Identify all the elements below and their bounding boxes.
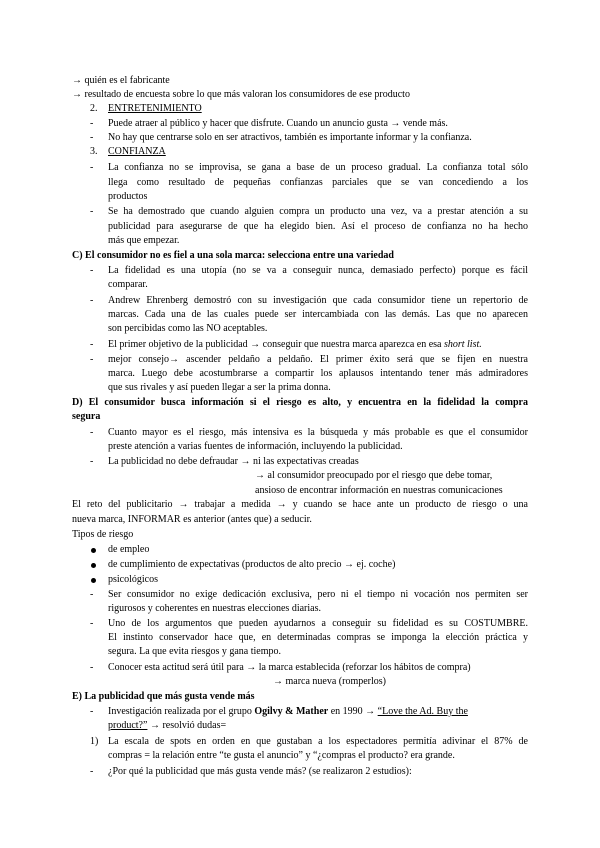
underlined-text: “Love the Ad. Buy the [377, 706, 468, 717]
list-dash: - [90, 662, 94, 673]
text-line: marcas. Cada una de las cuales puede ser intercambiada con las demás. Las que no aparecen [108, 309, 528, 320]
text-line: llega como resultado de pequeñas confianzas parciales que se van concediendo a los [108, 177, 528, 188]
text-line: comparar. [108, 279, 148, 290]
text-line: Se ha demostrado que cuando alguien compra un producto una vez, va a prestar atención a su [108, 206, 528, 217]
section-heading: C) El consumidor no es fiel a una sola marca: selecciona entre una variedad [72, 250, 394, 261]
text-line: preste atención a varias fuentes de información, incluyendo la publicidad. [108, 441, 403, 452]
text-line: No hay que centrarse solo en ser atractivos, también es importante informar y la confianza. [108, 132, 472, 143]
list-dash: - [90, 427, 94, 438]
text-line: son percibidas como las NO aceptables. [108, 323, 268, 334]
list-dash: - [90, 162, 94, 173]
text-span: → resolvió dudas= [147, 720, 227, 731]
underlined-text: product?” [108, 720, 148, 731]
text-line: que sus rivales y así pueden llegar a ser la prima donna. [108, 382, 331, 393]
list-number: 1) [90, 736, 99, 747]
text-line: psicológicos [108, 574, 158, 585]
text-line: → marca nueva (romperlos) [273, 676, 387, 687]
text-line: Andrew Ehrenberg demostró con su investigación que cada consumidor tiene un repertorio de [108, 295, 528, 306]
text-line: publicidad para asegurarse de que ha elegido bien. Así el proceso de confianza no ha hecho [108, 221, 528, 232]
bullet-dot [91, 548, 96, 553]
text-span: en 1990 → [328, 706, 378, 717]
text-line: nueva marca, INFORMAR es anterior (antes que) a seducir. [72, 514, 312, 525]
text-line [108, 705, 468, 719]
list-dash: - [90, 706, 94, 717]
section-heading: D) El consumidor busca información si el riesgo es alto, y encuentra en la fidelidad la compra [72, 397, 528, 408]
text-line: de empleo [108, 544, 150, 555]
text-line: Uno de los argumentos que pueden ayudarnos a conseguir su fidelidad es su COSTUMBRE. [108, 618, 528, 629]
text-line: mejor consejo→ ascender peldaño a peldaño. El primer éxito será que se fijen en nuestra [108, 354, 528, 365]
text-line: Tipos de riesgo [72, 529, 134, 540]
text-line: La fidelidad es una utopía (no se va a conseguir nunca, demasiado perfecto) porque es fácil [108, 265, 528, 276]
list-dash: - [90, 354, 94, 365]
list-dash: - [90, 766, 94, 777]
list-dash: - [90, 295, 94, 306]
text-line: ¿Por qué la publicidad que más gusta vende más? (se realizaron 2 estudios): [108, 766, 412, 777]
text-line [108, 338, 482, 352]
text-line: La escala de spots en orden en que gustaban a los espectadores permitía adivinar el 87% de [108, 736, 528, 747]
section-heading: E) La publicidad que más gusta vende más [72, 691, 255, 702]
list-dash: - [90, 265, 94, 276]
text-line: El reto del publicitario → trabajar a medida → y cuando se hace ante un producto de riesgo o una [72, 499, 528, 510]
list-dash: - [90, 132, 94, 143]
list-dash: - [90, 589, 94, 600]
text-line: Ser consumidor no exige dedicación exclusiva, pero ni el tiempo ni vocación nos permiten ser [108, 589, 528, 600]
text-line: compras = la relación entre “te gusta el anuncio” y “¿compras el producto? era grande. [108, 750, 455, 761]
text-line: La publicidad no debe defraudar → ni las expectativas creadas [108, 456, 359, 467]
text-line: → al consumidor preocupado por el riesgo que debe tomar, [255, 470, 493, 481]
italic-text: short list. [443, 339, 482, 350]
list-number: 2. [90, 103, 98, 114]
text-line: El instinto conservador hace que, en determinadas compras se imponga la elección práctica y [108, 632, 528, 643]
text-line: marca. Luego debe acostumbrarse a compartir los aplausos intentando tener más admiradores [108, 368, 528, 379]
text-line: La confianza no se improvisa, se gana a base de un proceso gradual. La confianza total sólo [108, 162, 528, 173]
text-line: Cuanto mayor es el riesgo, más intensiva es la búsqueda y más probable es que el consumidor [108, 427, 528, 438]
text-line: Conocer esta actitud será útil para → la marca establecida (reforzar los hábitos de compra) [108, 662, 471, 673]
text-line: rigurosos y coherentes en nuestras elecciones diarias. [108, 603, 321, 614]
list-dash: - [90, 339, 94, 350]
text-span: El primer objetivo de la publicidad → conseguir que nuestra marca aparezca en esa [108, 339, 444, 350]
section-heading: segura [72, 411, 101, 422]
list-number: 3. [90, 146, 98, 157]
text-line: → resultado de encuesta sobre lo que más valoran los consumidores de ese producto [72, 89, 410, 100]
text-line: ansioso de encontrar información en nuestras comunicaciones [255, 485, 503, 496]
section-heading: CONFIANZA [108, 146, 166, 157]
text-line: productos [108, 191, 148, 202]
bullet-dot [91, 563, 96, 568]
text-line: Puede atraer al público y hacer que disfrute. Cuando un anuncio gusta → vende más. [108, 118, 448, 129]
list-dash: - [90, 618, 94, 629]
list-dash: - [90, 118, 94, 129]
text-line: de cumplimiento de expectativas (productos de alto precio → ej. coche) [108, 559, 396, 570]
list-dash: - [90, 206, 94, 217]
bold-text: Ogilvy & Mather [254, 706, 329, 717]
text-line [108, 719, 226, 733]
text-line: segura. La que evita riesgos y gana tiempo. [108, 646, 281, 657]
section-heading: ENTRETENIMIENTO [108, 103, 202, 114]
text-line: → quién es el fabricante [72, 75, 170, 86]
bullet-dot [91, 578, 96, 583]
list-dash: - [90, 456, 94, 467]
text-span: Investigación realizada por el grupo [108, 706, 255, 717]
text-line: más que empezar. [108, 235, 180, 246]
